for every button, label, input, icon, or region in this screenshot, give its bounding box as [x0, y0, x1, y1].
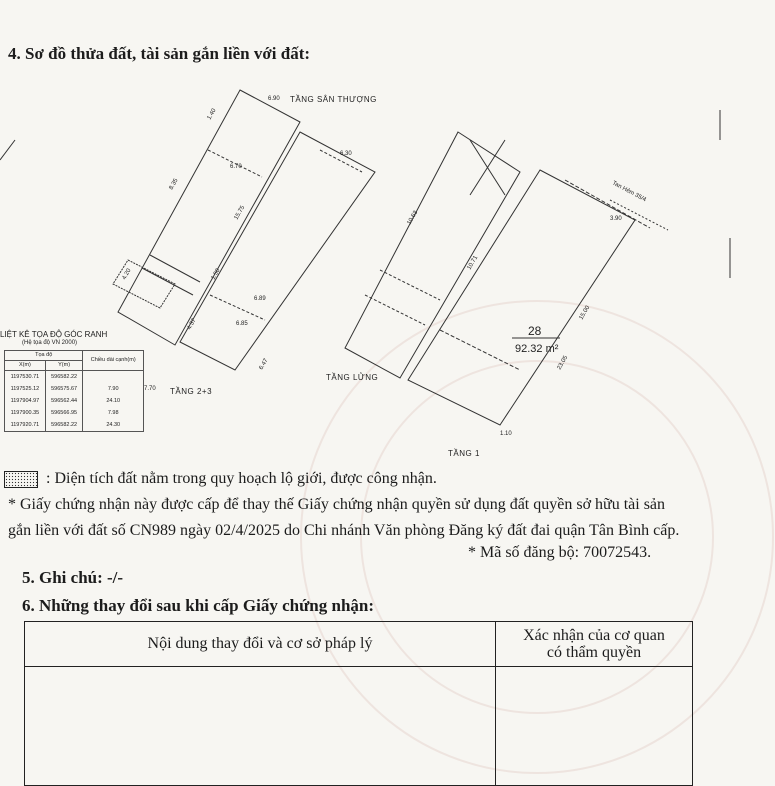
changes-cell-content[interactable]	[25, 667, 496, 786]
dim-label: 6.47	[258, 357, 270, 371]
label-alley: Tan Hẻm 35/4	[611, 180, 647, 204]
table-row	[5, 419, 144, 432]
coord-len: 7.98	[83, 407, 144, 419]
coord-header-group: Tọa độ	[5, 351, 83, 361]
legend-text: : Diện tích đất nằm trong quy hoạch lộ giới, được công nhận.	[46, 470, 437, 487]
confirmation-line-2: có thẩm quyền	[546, 644, 642, 661]
table-row	[5, 383, 144, 395]
section-4-title: 4. Sơ đồ thửa đất, tài sản gắn liền với đất:	[8, 44, 311, 63]
registration-code: * Mã số đăng bộ: 70072543.	[468, 544, 652, 561]
coord-x: 1197530.71	[5, 371, 46, 384]
dim-label: 1.40	[206, 107, 218, 121]
dim-label: 6.85	[236, 321, 248, 327]
label-floor-1: TẦNG 1	[448, 449, 480, 458]
coord-y: 596582.22	[45, 371, 83, 384]
dim-label: 1.10	[500, 431, 512, 437]
dim-label: 10.63	[406, 209, 420, 226]
coord-y: 596582.22	[45, 419, 83, 432]
coordinate-table	[4, 350, 144, 432]
table-row	[25, 667, 693, 786]
section-5-title: 5. Ghi chú: -/-	[22, 568, 124, 587]
area-value: 92.32 m²	[515, 343, 559, 355]
coord-x: 1197904.97	[5, 395, 46, 407]
plot-rooftop	[118, 90, 300, 345]
confirmation-line-1: Xác nhận của cơ quan	[523, 627, 665, 644]
changes-cell-confirmation[interactable]	[496, 667, 693, 786]
dim-label: 4.20	[121, 267, 133, 281]
dim-label: 6.90	[268, 96, 280, 102]
table-row	[5, 395, 144, 407]
label-rooftop: TẦNG SÂN THƯỢNG	[290, 95, 377, 104]
dim-label: 15.00	[578, 304, 592, 321]
section-6-title: 6. Những thay đổi sau khi cấp Giấy chứng nhận:	[22, 596, 375, 615]
dim-label: 23.05	[556, 354, 570, 371]
coord-x: 1197900.35	[5, 407, 46, 419]
coord-y: 596562.44	[45, 395, 83, 407]
dim-label: 3.90	[610, 216, 622, 222]
coord-len: 24.30	[83, 419, 144, 432]
coord-len	[83, 371, 144, 384]
table-row	[5, 371, 144, 384]
changes-col-confirmation	[496, 622, 693, 667]
dim-label: 4.37	[186, 317, 198, 331]
dim-label: 8.35	[168, 177, 180, 191]
plot-floor-1	[408, 170, 635, 425]
coord-y: 596566.95	[45, 407, 83, 419]
dim-label: 1.50	[210, 267, 222, 281]
note-line-2: gắn liền với đất số CN989 ngày 02/4/2025 do Chi nhánh Văn phòng Đăng ký đất đai quận Tân Bình cấp.	[8, 522, 680, 539]
dim-label: 6.70	[230, 164, 242, 170]
label-mezzanine: TẦNG LỬNG	[326, 373, 379, 382]
coord-header-x: X(m)	[5, 361, 46, 371]
changes-col-content: Nội dung thay đổi và cơ sở pháp lý	[25, 622, 496, 667]
dim-label: 7.70	[144, 386, 156, 392]
dim-label: 6.89	[254, 296, 266, 302]
dim-label: 15.75	[233, 204, 247, 221]
label-floor-2-3: TẦNG 2+3	[170, 387, 213, 396]
dim-label: 10.71	[466, 254, 480, 271]
changes-table	[24, 621, 693, 786]
dim-label: 6.30	[340, 151, 352, 157]
area-parcel-number: 28	[528, 324, 542, 338]
coord-x: 1197525.12	[5, 383, 46, 395]
table-row	[5, 407, 144, 419]
coord-x: 1197920.71	[5, 419, 46, 432]
note-line-1: * Giấy chứng nhận này được cấp để thay thế Giấy chứng nhận quyền sử dụng đất quyền sở hữu tài sản	[8, 496, 666, 513]
coord-header-length: Chiều dài cạnh(m)	[83, 351, 144, 371]
coord-table-subtitle: (Hệ tọa độ VN 2000)	[22, 340, 78, 346]
coord-header-y: Y(m)	[45, 361, 83, 371]
coord-y: 596575.67	[45, 383, 83, 395]
hatch-legend-swatch	[4, 471, 38, 488]
coord-len: 24.10	[83, 395, 144, 407]
plot-floor-2-3	[180, 132, 375, 370]
coord-table-title: LIỆT KÊ TỌA ĐỘ GÓC RANH	[0, 330, 108, 339]
legend-row	[4, 470, 437, 488]
coord-len: 7.90	[83, 383, 144, 395]
